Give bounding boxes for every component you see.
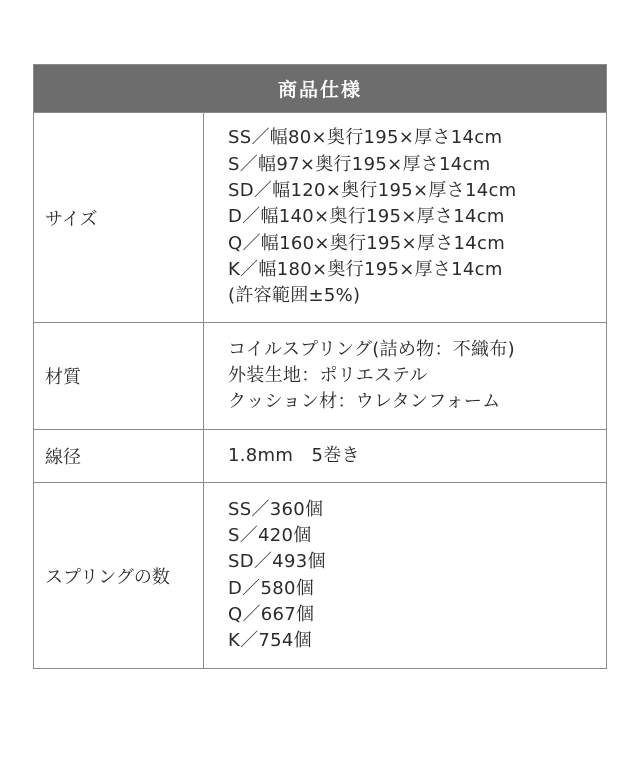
value-line: クッション材：ウレタンフォーム — [228, 391, 501, 413]
value-line: S／幅97×奥行195×厚さ14cm — [228, 153, 491, 175]
value-line: Q／667個 — [228, 603, 315, 625]
table-title: 商品仕様 — [34, 65, 606, 112]
value-line: SD／493個 — [228, 551, 326, 573]
spec-table — [33, 64, 607, 669]
row-value — [204, 323, 606, 429]
row-label: 材質 — [34, 323, 204, 429]
row-label: サイズ — [34, 113, 204, 322]
value-line: (許容範囲±5%) — [228, 285, 361, 307]
row-label: スプリングの数 — [34, 483, 204, 668]
table-row-size — [34, 112, 606, 322]
table-row-material — [34, 322, 606, 429]
value-line: K／幅180×奥行195×厚さ14cm — [228, 258, 503, 280]
value-line: K／754個 — [228, 630, 312, 652]
value-line: D／580個 — [228, 577, 315, 599]
row-value — [204, 113, 606, 322]
value-line: SS／360個 — [228, 498, 324, 520]
table-row-wire-gauge — [34, 429, 606, 482]
value-line: S／420個 — [228, 524, 312, 546]
row-value — [204, 483, 606, 668]
value-line: D／幅140×奥行195×厚さ14cm — [228, 206, 505, 228]
value-line: SD／幅120×奥行195×厚さ14cm — [228, 180, 517, 202]
row-label: 線径 — [34, 430, 204, 482]
value-line: 1.8mm 5巻き — [228, 444, 360, 466]
row-value — [204, 430, 606, 482]
value-line: コイルスプリング(詰め物：不織布) — [228, 338, 515, 360]
value-line: 外装生地：ポリエステル — [228, 364, 428, 386]
table-row-spring-count — [34, 482, 606, 668]
value-line: SS／幅80×奥行195×厚さ14cm — [228, 127, 503, 149]
value-line: Q／幅160×奥行195×厚さ14cm — [228, 232, 506, 254]
